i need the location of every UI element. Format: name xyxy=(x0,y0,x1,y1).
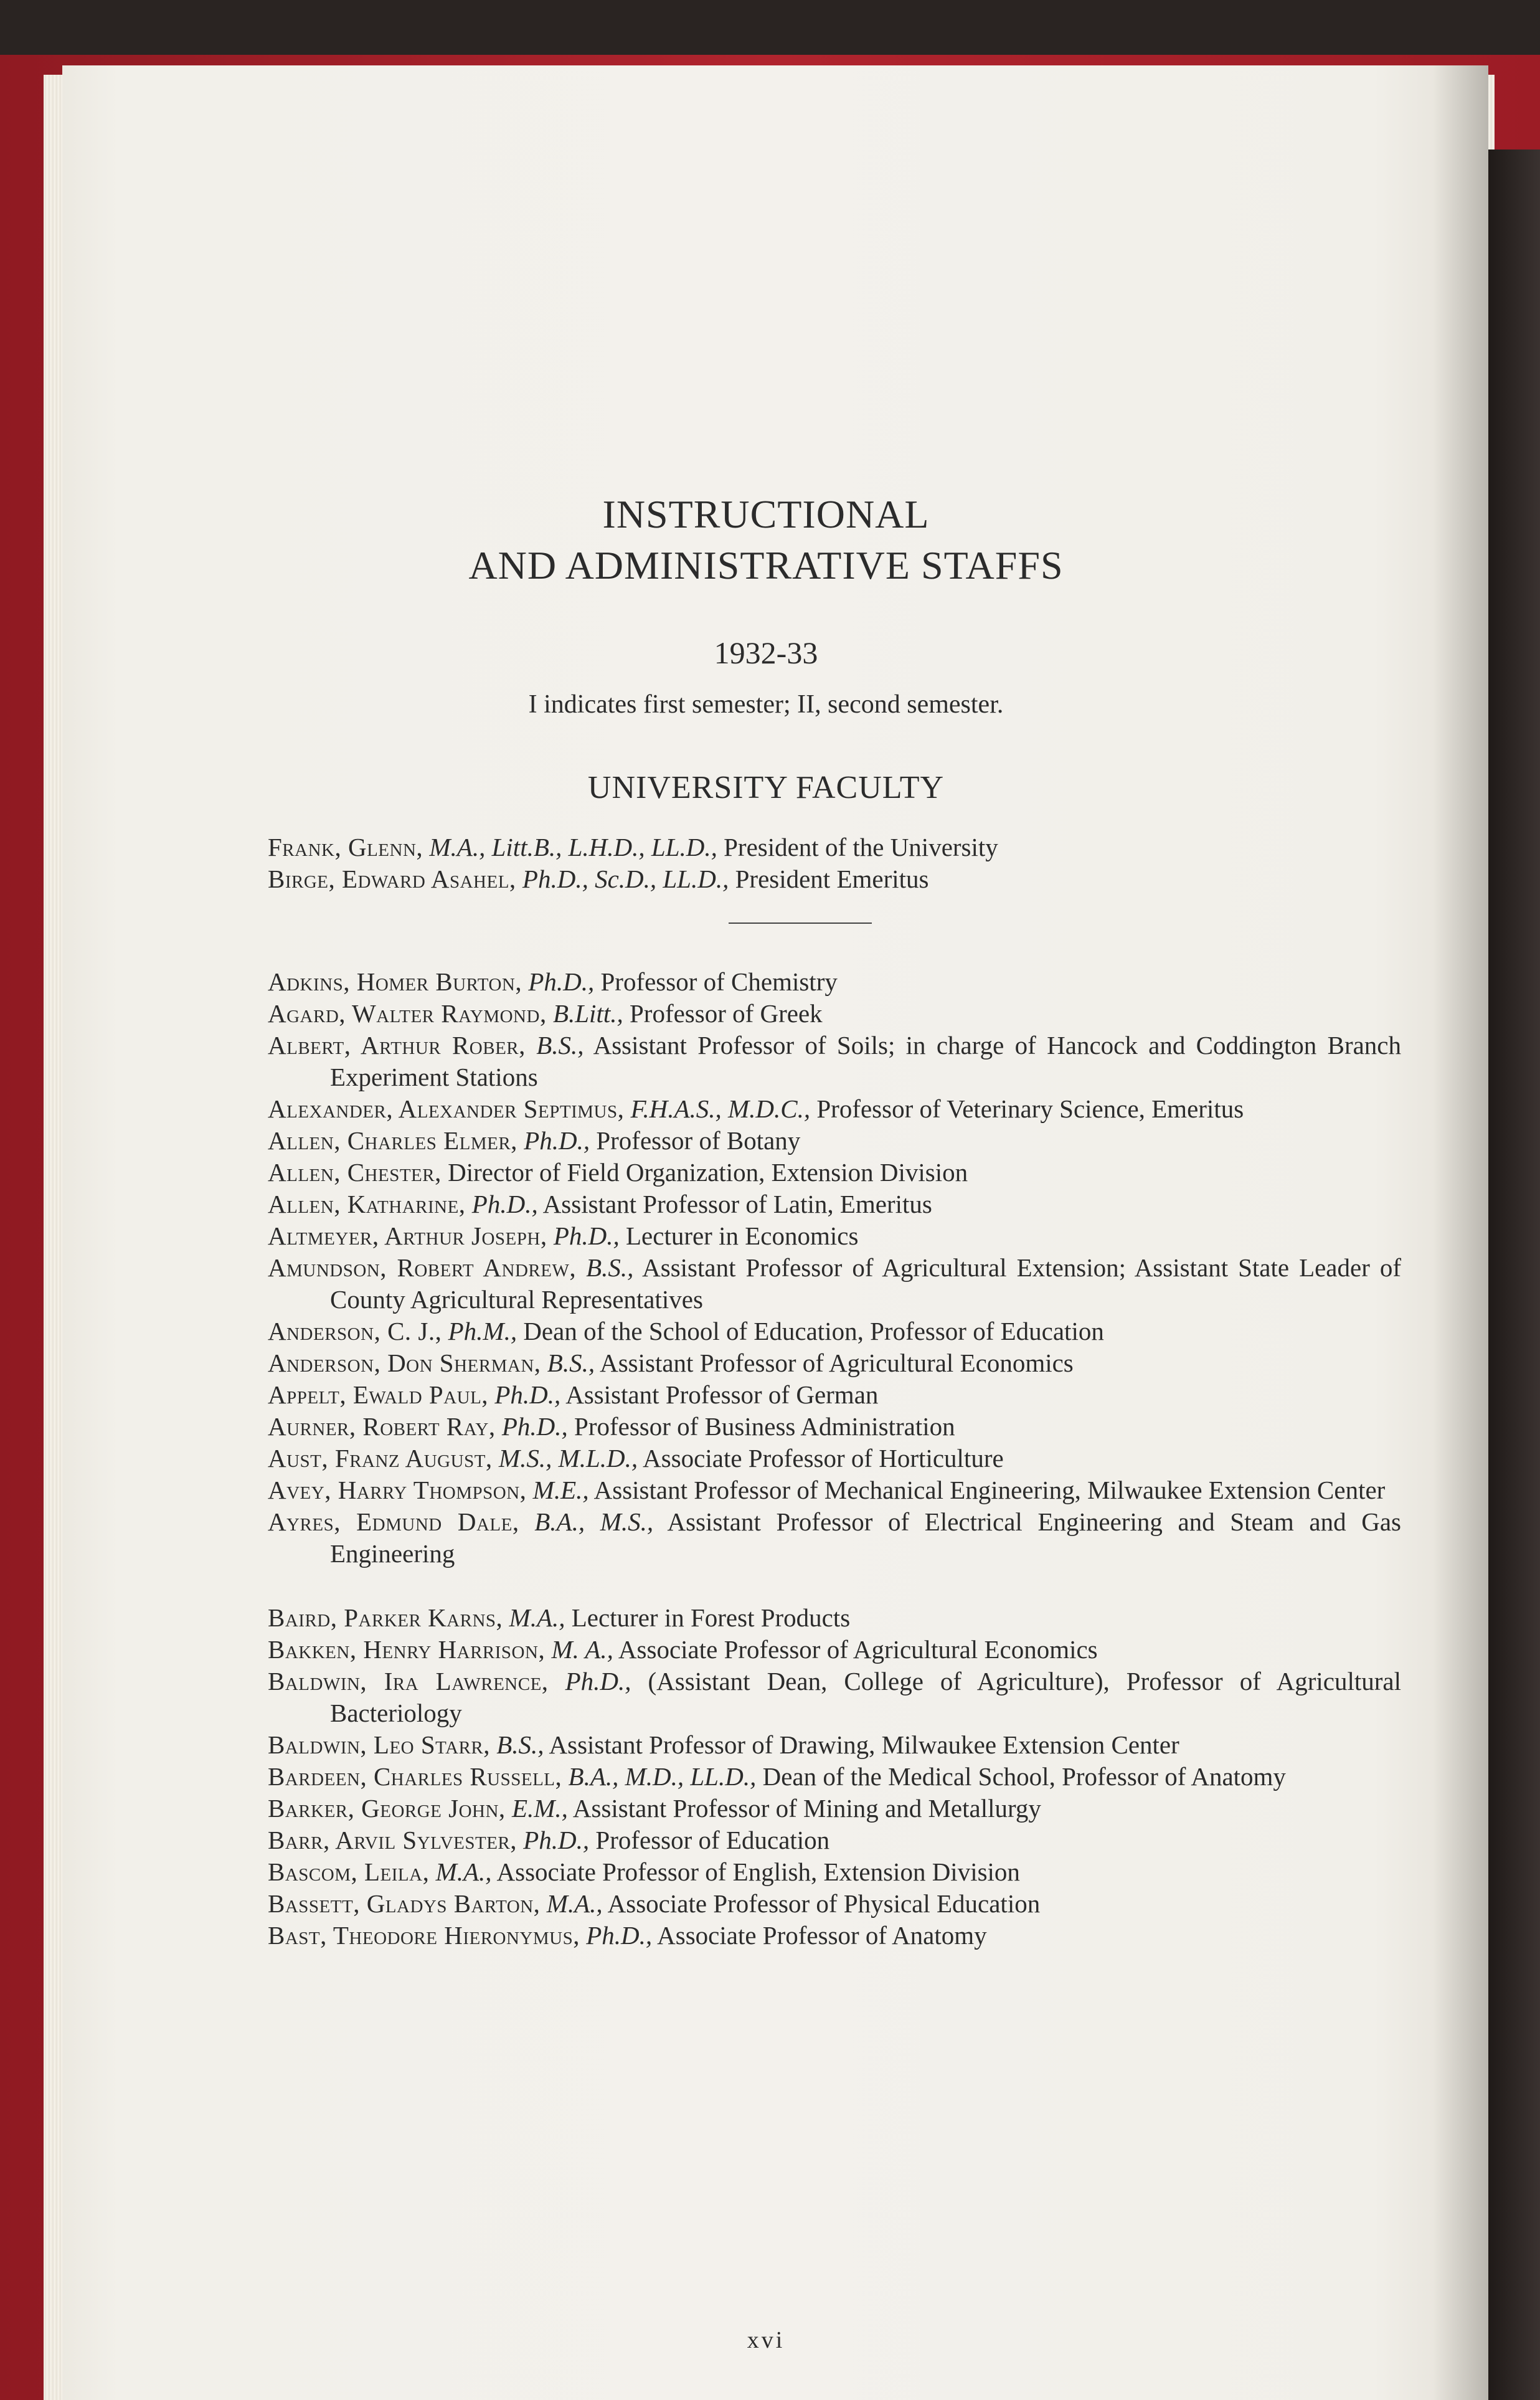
faculty-name: Bakken, Henry Harrison, xyxy=(268,1635,546,1664)
officers-list xyxy=(268,832,1401,895)
faculty-title: President of the University xyxy=(724,833,998,861)
faculty-degrees: Ph.M., xyxy=(448,1317,517,1345)
faculty-title: Lecturer in Economics xyxy=(626,1221,859,1250)
faculty-name: Amundson, Robert Andrew, xyxy=(268,1253,577,1282)
faculty-degrees: M.S., M.L.D., xyxy=(498,1444,638,1473)
faculty-name: Barr, Arvil Sylvester, xyxy=(268,1826,517,1854)
faculty-title: Assistant Professor of Mechanical Engineering, Milwaukee Extension Center xyxy=(593,1476,1386,1504)
faculty-title: President Emeritus xyxy=(735,865,929,893)
faculty-name: Bassett, Gladys Barton, xyxy=(268,1889,541,1918)
faculty-group-a xyxy=(268,966,1401,1570)
faculty-degrees: Ph.D., xyxy=(565,1667,631,1696)
faculty-title: Associate Professor of Anatomy xyxy=(657,1921,987,1950)
faculty-degrees: Ph.D., xyxy=(471,1190,538,1218)
faculty-list xyxy=(268,832,1401,1952)
faculty-entry xyxy=(268,832,1401,863)
faculty-name: Altmeyer, Arthur Joseph, xyxy=(268,1221,547,1250)
faculty-degrees: M.A., xyxy=(546,1889,603,1918)
faculty-degrees: E.M., xyxy=(511,1794,568,1823)
page-number: xvi xyxy=(747,2327,785,2353)
faculty-name: Baldwin, Ira Lawrence, xyxy=(268,1667,549,1696)
faculty-name: Birge, Edward Asahel, xyxy=(268,865,516,893)
faculty-degrees: Ph.D., xyxy=(494,1380,561,1409)
faculty-entry xyxy=(268,1188,1401,1220)
faculty-title: Associate Professor of Horticulture xyxy=(643,1444,1004,1473)
faculty-entry xyxy=(268,1157,1401,1188)
faculty-title: Assistant Professor of German xyxy=(565,1380,879,1409)
page-gutter xyxy=(1432,65,1488,2400)
faculty-degrees: F.H.A.S., M.D.C., xyxy=(630,1094,811,1123)
faculty-title: Professor of Chemistry xyxy=(600,967,838,996)
faculty-degrees: B.S., xyxy=(547,1349,595,1377)
faculty-degrees: B.S., xyxy=(496,1730,544,1759)
faculty-name: Appelt, Ewald Paul, xyxy=(268,1380,489,1409)
page-title-line-1: INSTRUCTIONAL xyxy=(602,492,930,536)
section-title: UNIVERSITY FACULTY xyxy=(587,770,945,805)
faculty-title: Professor of Veterinary Science, Emeritus xyxy=(816,1094,1244,1123)
faculty-title: Lecturer in Forest Products xyxy=(571,1603,851,1632)
faculty-entry xyxy=(268,1824,1401,1856)
faculty-name: Aust, Franz August, xyxy=(268,1444,493,1473)
faculty-title: Associate Professor of Physical Education xyxy=(607,1889,1041,1918)
faculty-degrees: M. A., xyxy=(551,1635,613,1664)
faculty-entry xyxy=(268,1030,1401,1093)
faculty-entry xyxy=(268,998,1401,1030)
faculty-name: Aurner, Robert Ray, xyxy=(268,1412,496,1441)
faculty-title: Assistant Professor of Soils; in charge of Hancock and Coddington Branch Experiment Stations xyxy=(330,1031,1402,1091)
faculty-title: Dean of the School of Education, Professor of Education xyxy=(523,1317,1104,1345)
faculty-entry xyxy=(268,1602,1401,1634)
faculty-degrees: B.A., M.S., xyxy=(534,1507,654,1536)
faculty-entry xyxy=(268,1793,1401,1824)
faculty-degrees: Ph.D., xyxy=(553,1221,620,1250)
faculty-name: Anderson, Don Sherman, xyxy=(268,1349,541,1377)
faculty-title: Assistant Professor of Mining and Metallurgy xyxy=(572,1794,1041,1823)
faculty-degrees: B.S., xyxy=(536,1031,584,1060)
faculty-entry xyxy=(268,966,1401,998)
faculty-name: Baird, Parker Karns, xyxy=(268,1603,503,1632)
semester-note: I indicates first semester; II, second semester. xyxy=(528,690,1004,719)
page-title-line-2: AND ADMINISTRATIVE STAFFS xyxy=(468,543,1064,587)
faculty-degrees: Ph.D., Sc.D., LL.D., xyxy=(522,865,729,893)
faculty-degrees: B.Litt., xyxy=(552,999,623,1028)
faculty-title: Professor of Botany xyxy=(596,1126,801,1155)
faculty-name: Bascom, Leila, xyxy=(268,1857,430,1886)
faculty-title: Assistant Professor of Drawing, Milwaukee Extension Center xyxy=(549,1730,1179,1759)
faculty-entry xyxy=(268,1220,1401,1252)
group-gap xyxy=(268,1570,1401,1602)
faculty-entry xyxy=(268,1761,1401,1793)
binding-shadow xyxy=(1488,149,1540,2400)
faculty-title: Assistant Professor of Latin, Emeritus xyxy=(542,1190,932,1218)
faculty-name: Allen, Chester, xyxy=(268,1158,442,1187)
faculty-degrees: Ph.D., xyxy=(501,1412,568,1441)
faculty-entry xyxy=(268,863,1401,895)
faculty-entry xyxy=(268,1093,1401,1125)
faculty-title: Assistant Professor of Agricultural Extension; Assistant State Leader of County Agricultural Representatives xyxy=(330,1253,1402,1314)
faculty-title: Professor of Education xyxy=(595,1826,830,1854)
faculty-entry xyxy=(268,1443,1401,1474)
faculty-degrees: M.E., xyxy=(532,1476,589,1504)
faculty-degrees: Ph.D., xyxy=(528,967,595,996)
faculty-degrees: M.A., xyxy=(435,1857,492,1886)
faculty-name: Frank, Glenn, xyxy=(268,833,423,861)
faculty-degrees: Ph.D., xyxy=(523,1826,590,1854)
faculty-name: Allen, Katharine, xyxy=(268,1190,466,1218)
faculty-entry xyxy=(268,1888,1401,1920)
faculty-degrees: M.A., xyxy=(509,1603,565,1632)
faculty-name: Avey, Harry Thompson, xyxy=(268,1476,527,1504)
faculty-entry xyxy=(268,1856,1401,1888)
faculty-name: Bast, Theodore Hieronymus, xyxy=(268,1921,580,1950)
academic-year: 1932-33 xyxy=(714,635,818,670)
book-page xyxy=(62,65,1488,2400)
faculty-name: Bardeen, Charles Russell, xyxy=(268,1762,562,1791)
title-block xyxy=(62,489,1470,806)
faculty-entry xyxy=(268,1666,1401,1729)
faculty-degrees: M.A., Litt.B., L.H.D., LL.D., xyxy=(429,833,717,861)
faculty-entry xyxy=(268,1379,1401,1411)
faculty-entry xyxy=(268,1125,1401,1157)
faculty-title: Dean of the Medical School, Professor of Anatomy xyxy=(762,1762,1286,1791)
faculty-title: Professor of Business Administration xyxy=(574,1412,955,1441)
faculty-title: Professor of Greek xyxy=(629,999,823,1028)
faculty-title: (Assistant Dean, College of Agriculture), Professor of Agricultural Bacteriology xyxy=(330,1667,1402,1727)
faculty-degrees: B.S., xyxy=(586,1253,634,1282)
faculty-name: Allen, Charles Elmer, xyxy=(268,1126,517,1155)
faculty-entry xyxy=(268,1411,1401,1443)
faculty-name: Ayres, Edmund Dale, xyxy=(268,1507,519,1536)
faculty-entry xyxy=(268,1316,1401,1347)
faculty-name: Alexander, Alexander Septimus, xyxy=(268,1094,625,1123)
divider-rule xyxy=(729,923,872,924)
faculty-title: Associate Professor of Agricultural Economics xyxy=(618,1635,1098,1664)
faculty-title: Assistant Professor of Electrical Engineering and Steam and Gas Engineering xyxy=(330,1507,1402,1568)
faculty-name: Anderson, C. J., xyxy=(268,1317,442,1345)
faculty-degrees: Ph.D., xyxy=(524,1126,590,1155)
faculty-name: Baldwin, Leo Starr, xyxy=(268,1730,490,1759)
faculty-entry xyxy=(268,1506,1401,1570)
faculty-entry xyxy=(268,1252,1401,1316)
faculty-degrees: Ph.D., xyxy=(586,1921,653,1950)
faculty-entry xyxy=(268,1634,1401,1666)
faculty-degrees: B.A., M.D., LL.D., xyxy=(568,1762,757,1791)
faculty-name: Albert, Arthur Rober, xyxy=(268,1031,526,1060)
faculty-name: Agard, Walter Raymond, xyxy=(268,999,547,1028)
faculty-group-b xyxy=(268,1602,1401,1952)
faculty-entry xyxy=(268,1920,1401,1952)
faculty-title: Assistant Professor of Agricultural Economics xyxy=(600,1349,1074,1377)
faculty-name: Adkins, Homer Burton, xyxy=(268,967,522,996)
faculty-entry xyxy=(268,1729,1401,1761)
faculty-entry xyxy=(268,1474,1401,1506)
faculty-name: Barker, George John, xyxy=(268,1794,506,1823)
faculty-title: Director of Field Organization, Extension Division xyxy=(448,1158,968,1187)
faculty-entry xyxy=(268,1347,1401,1379)
faculty-title: Associate Professor of English, Extension Division xyxy=(496,1857,1020,1886)
